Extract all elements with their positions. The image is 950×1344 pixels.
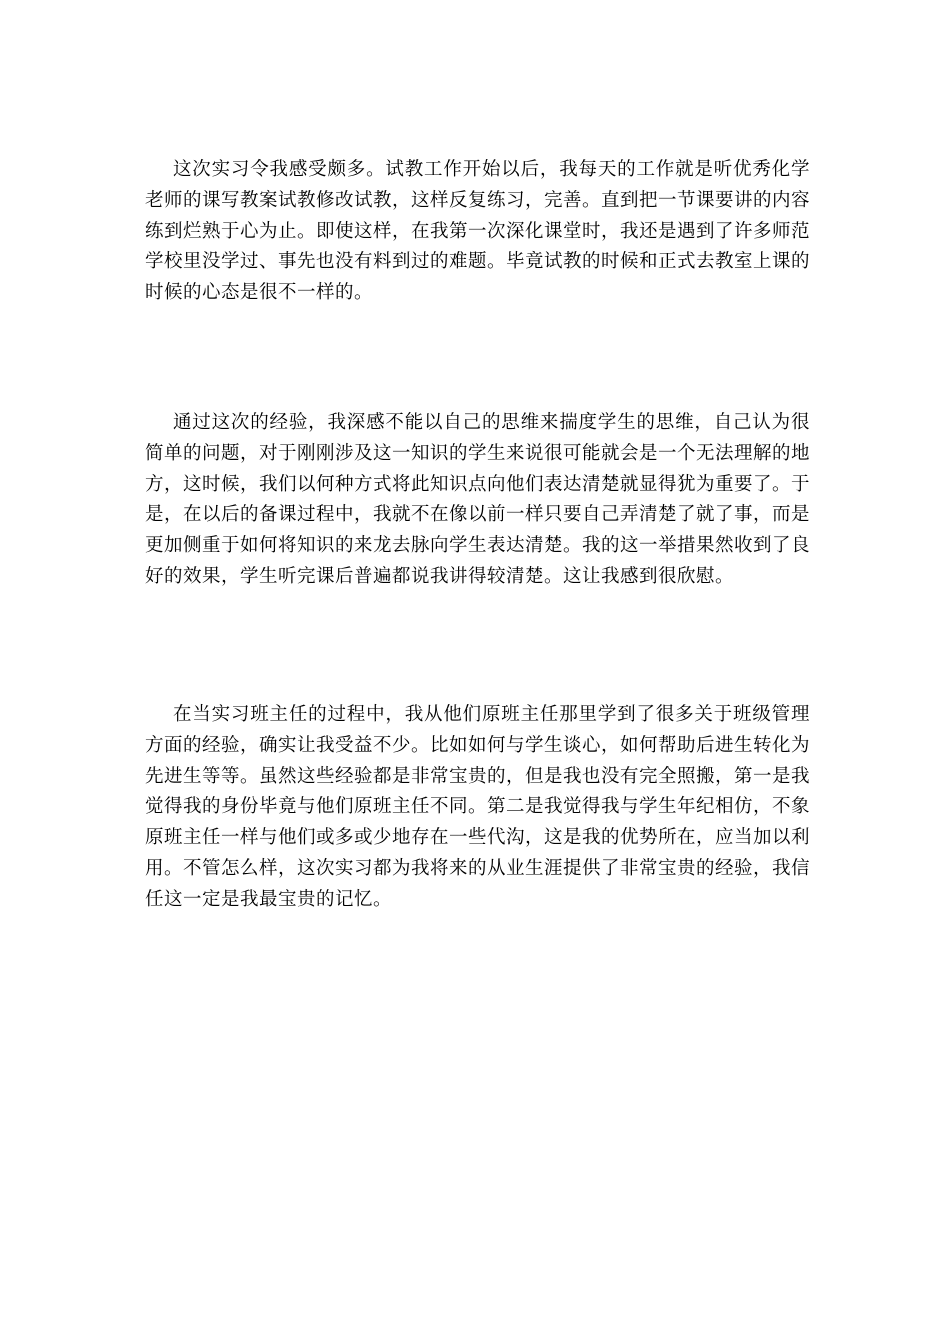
paragraph-3: 在当实习班主任的过程中，我从他们原班主任那里学到了很多关于班级管理方面的经验，确实让我受益不少。比如如何与学生谈心，如何帮助后进生转化为先进生等等。虽然这些经验都是非常宝贵的，但是我也没有完全照搬，第一是我觉得我的身份毕竟与他们原班主任不同。第二是我觉得我与学生年纪相仿，不象原班主任一样与他们或多或少地存在一些代沟，这是我的优势所在，应当加以利用。不管怎么样，这次实习都为我将来的从业生涯提供了非常宝贵的经验，我信任这一定是我最宝贵的记忆。 (145, 704, 811, 910)
paragraph-2: 通过这次的经验，我深感不能以自己的思维来揣度学生的思维，自己认为很简单的问题，对于刚刚涉及这一知识的学生来说很可能就会是一个无法理解的地方，这时候，我们以何种方式将此知识点向他们表达清楚就显得犹为重要了。于是，在以后的备课过程中，我就不在像以前一样只要自己弄清楚了就了事，而是更加侧重于如何将知识的来龙去脉向学生表达清楚。我的这一举措果然收到了良好的效果，学生听完课后普遍都说我讲得较清楚。这让我感到很欣慰。 (145, 412, 811, 587)
paragraph-1: 这次实习令我感受颇多。试教工作开始以后，我每天的工作就是听优秀化学老师的课写教案试教修改试教，这样反复练习，完善。直到把一节课要讲的内容练到烂熟于心为止。即使这样，在我第一次深化课堂时，我还是遇到了许多师范学校里没学过、事先也没有料到过的难题。毕竟试教的时候和正式去教室上课的时候的心态是很不一样的。 (145, 159, 811, 304)
